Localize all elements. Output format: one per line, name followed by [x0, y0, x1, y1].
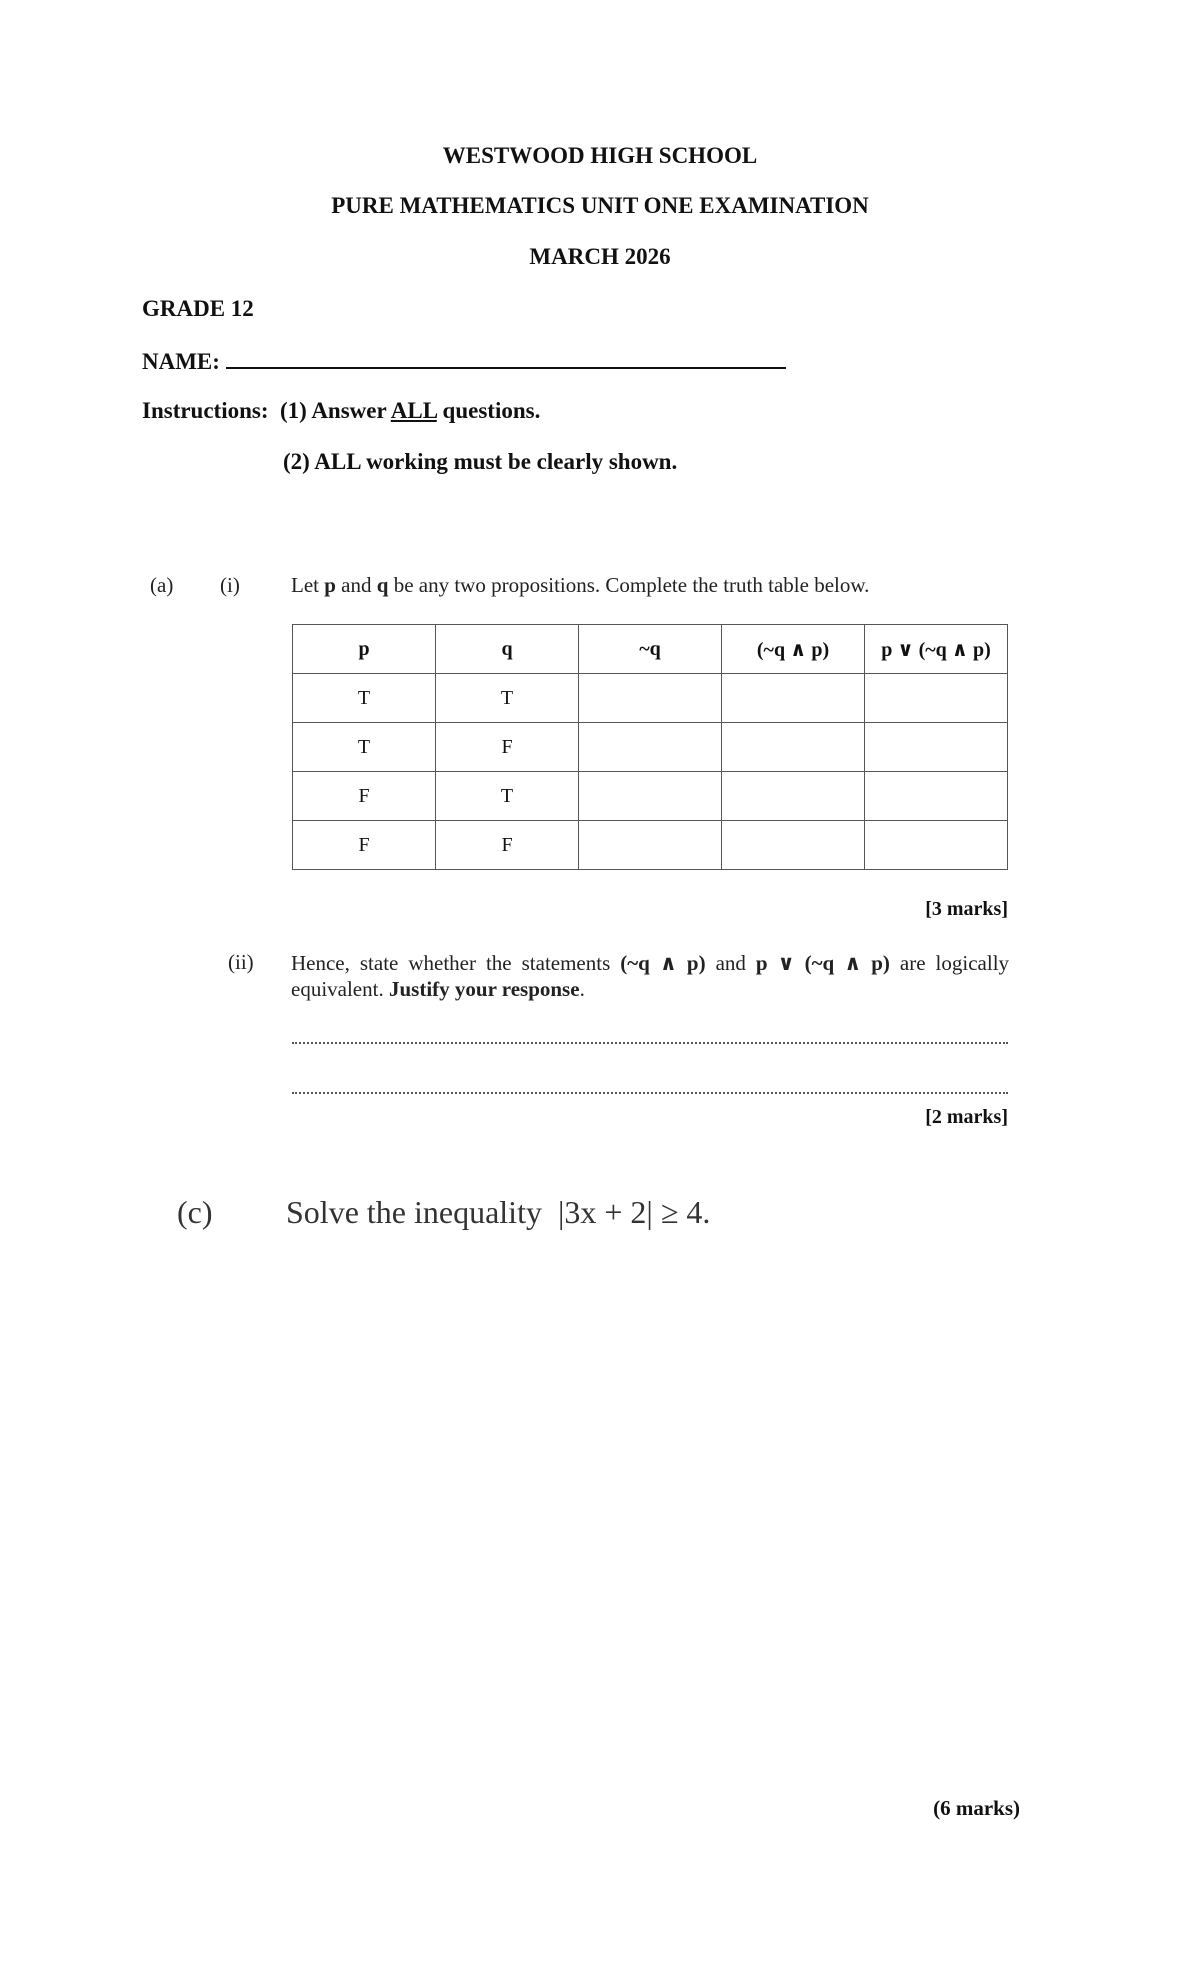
part-ii-marks: [2 marks] — [925, 1106, 1008, 1128]
header-not-q-and-p: (~q ∧ p) — [722, 625, 865, 674]
name-answer-line[interactable] — [226, 347, 786, 369]
cell-p: T — [293, 723, 436, 772]
answer-cell[interactable] — [579, 723, 722, 772]
inequality-expression: |3x + 2| ≥ 4. — [557, 1194, 711, 1230]
instruction-1-suffix: questions. — [442, 398, 541, 423]
truth-table — [292, 624, 1008, 870]
school-name: WESTWOOD HIGH SCHOOL — [442, 143, 758, 168]
answer-line-1[interactable] — [292, 1042, 1008, 1044]
part-ii-text-2: and — [715, 951, 746, 975]
table-row — [293, 772, 1008, 821]
exam-date: MARCH 2026 — [529, 244, 671, 269]
answer-cell[interactable] — [722, 772, 865, 821]
question-a-label: (a) — [150, 573, 174, 597]
part-ii-text — [291, 950, 1009, 1002]
answer-cell[interactable] — [579, 772, 722, 821]
cell-q: F — [436, 821, 579, 870]
part-i-label: (i) — [220, 573, 240, 597]
table-row — [293, 821, 1008, 870]
header-not-q: ~q — [579, 625, 722, 674]
answer-cell[interactable] — [865, 723, 1008, 772]
part-i-text-1: Let — [291, 573, 319, 597]
name-label: NAME: — [142, 349, 220, 374]
part-i-text — [291, 573, 869, 598]
answer-cell[interactable] — [579, 674, 722, 723]
table-row — [293, 674, 1008, 723]
answer-cell[interactable] — [579, 821, 722, 870]
exam-title: PURE MATHEMATICS UNIT ONE EXAMINATION — [331, 193, 869, 218]
part-ii-label: (ii) — [228, 950, 254, 974]
part-ii-text-3: are logically equivalent. — [291, 951, 1010, 1001]
question-c-label: (c) — [177, 1194, 213, 1230]
header-p-or-not-q-and-p: p ∨ (~q ∧ p) — [865, 625, 1008, 674]
table-row — [293, 723, 1008, 772]
grade-label: GRADE 12 — [142, 296, 254, 321]
instruction-1-prefix: (1) Answer — [280, 398, 387, 423]
prop-q: q — [376, 573, 389, 597]
answer-cell[interactable] — [865, 821, 1008, 870]
instruction-2: (2) ALL working must be clearly shown. — [283, 449, 678, 474]
expression-1: (~q ∧ p) — [620, 951, 706, 975]
cell-p: F — [293, 821, 436, 870]
instructions-label: Instructions: — [142, 398, 269, 423]
answer-cell[interactable] — [865, 674, 1008, 723]
instruction-1-emphasis: ALL — [390, 398, 437, 423]
question-c-prompt: Solve the inequality — [286, 1194, 542, 1230]
justify-prompt: Justify your response — [388, 977, 580, 1001]
answer-cell[interactable] — [722, 723, 865, 772]
question-c-text — [286, 1194, 710, 1231]
cell-p: T — [293, 674, 436, 723]
part-ii-text-1: Hence, state whether the statements — [291, 951, 611, 975]
cell-p: F — [293, 772, 436, 821]
answer-cell[interactable] — [722, 674, 865, 723]
question-c-marks: (6 marks) — [933, 1796, 1020, 1820]
truth-table-header-row — [293, 625, 1008, 674]
name-row — [142, 347, 786, 375]
header-p: p — [293, 625, 436, 674]
part-i-marks: [3 marks] — [925, 898, 1008, 920]
part-i-text-3: be any two propositions. Complete the truth table below. — [393, 573, 870, 597]
part-i-text-2: and — [341, 573, 372, 597]
instructions-row-1 — [142, 398, 540, 424]
cell-q: F — [436, 723, 579, 772]
expression-2: p ∨ (~q ∧ p) — [755, 951, 890, 975]
cell-q: T — [436, 674, 579, 723]
cell-q: T — [436, 772, 579, 821]
answer-line-2[interactable] — [292, 1092, 1008, 1094]
part-ii-end: . — [579, 977, 585, 1001]
prop-p: p — [324, 573, 336, 597]
answer-cell[interactable] — [865, 772, 1008, 821]
answer-cell[interactable] — [722, 821, 865, 870]
header-q: q — [436, 625, 579, 674]
